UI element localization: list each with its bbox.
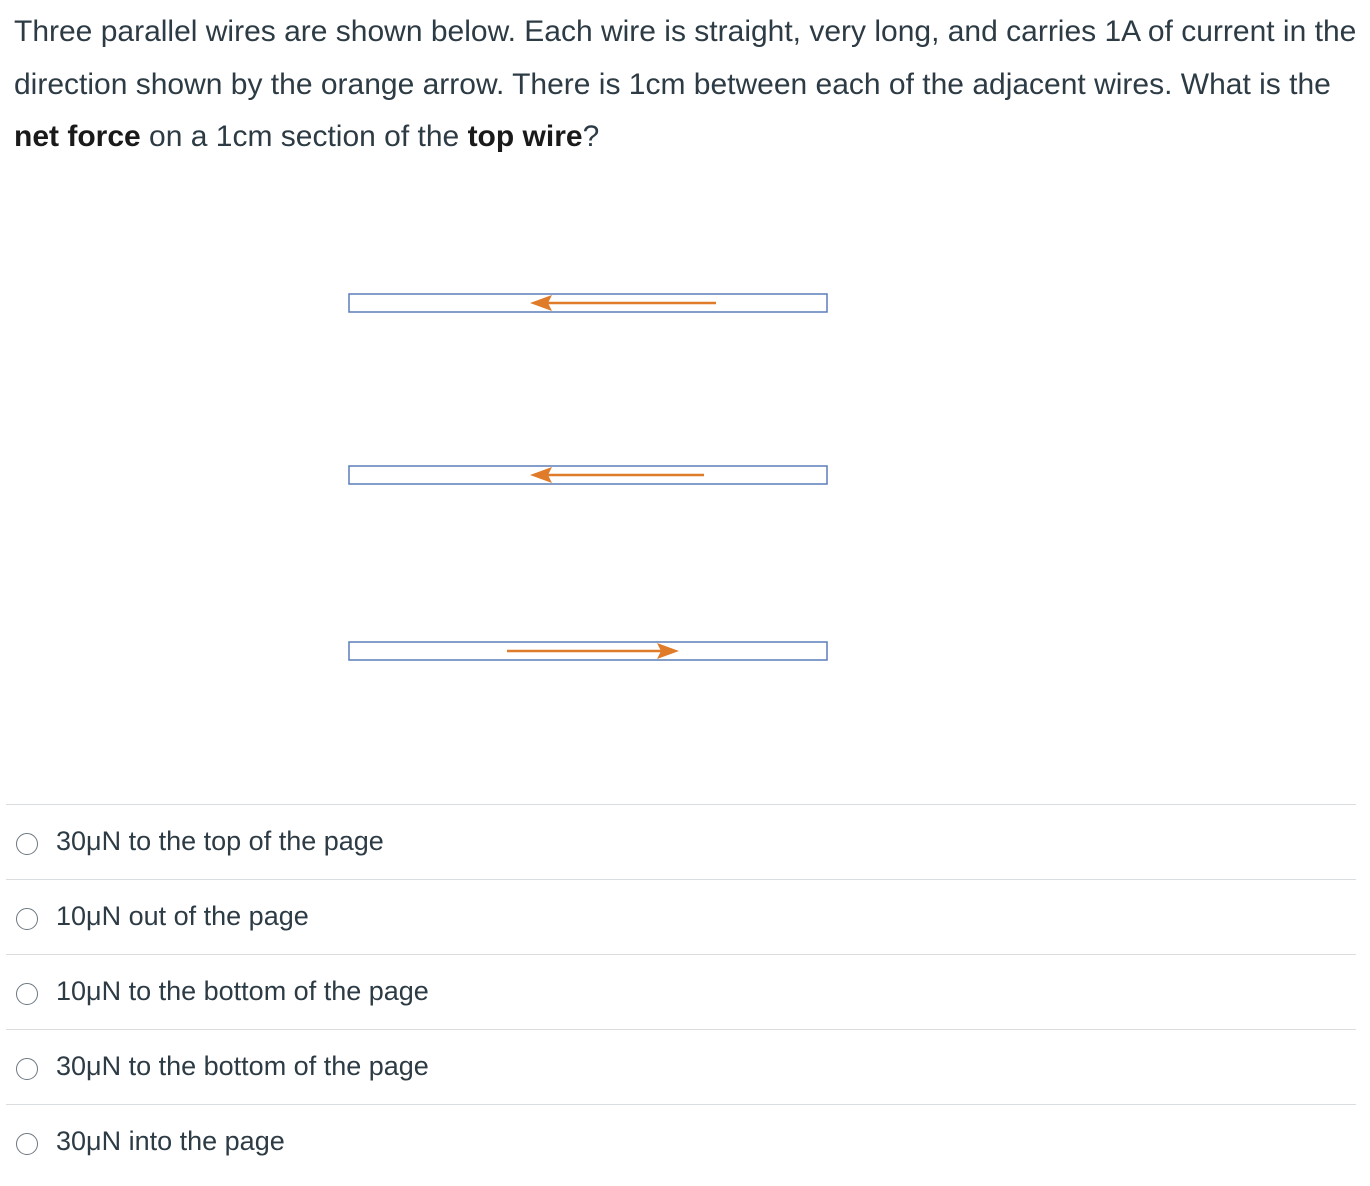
question-part-1: Three parallel wires are shown below. Each wire is straight, very long, and carries 1A of current in the direction shown by the orange arrow. There is 1cm between each of the adjacent wires. What is the — [14, 15, 1357, 101]
answer-option-1[interactable] — [6, 804, 1356, 879]
question-bold-top-wire: top wire — [467, 120, 583, 153]
answer-list — [6, 804, 1356, 1179]
radio-button-icon[interactable] — [16, 1133, 38, 1155]
radio-button-icon[interactable] — [16, 908, 38, 930]
answer-option-3[interactable] — [6, 954, 1356, 1029]
answer-option-5[interactable] — [6, 1104, 1356, 1179]
question-part-2: on a 1cm section of the — [140, 120, 468, 153]
answer-label: 30μN into the page — [56, 1126, 285, 1156]
answer-label: 30μN to the bottom of the page — [56, 1051, 429, 1081]
question-part-3: ? — [582, 120, 600, 153]
answer-label: 10μN out of the page — [56, 901, 309, 931]
question-bold-net-force: net force — [14, 120, 141, 153]
answer-label: 30μN to the top of the page — [56, 826, 384, 856]
answer-label: 10μN to the bottom of the page — [56, 976, 429, 1006]
radio-button-icon[interactable] — [16, 1058, 38, 1080]
answer-option-4[interactable] — [6, 1029, 1356, 1104]
radio-button-icon[interactable] — [16, 983, 38, 1005]
radio-button-icon[interactable] — [16, 833, 38, 855]
answer-option-2[interactable] — [6, 879, 1356, 954]
